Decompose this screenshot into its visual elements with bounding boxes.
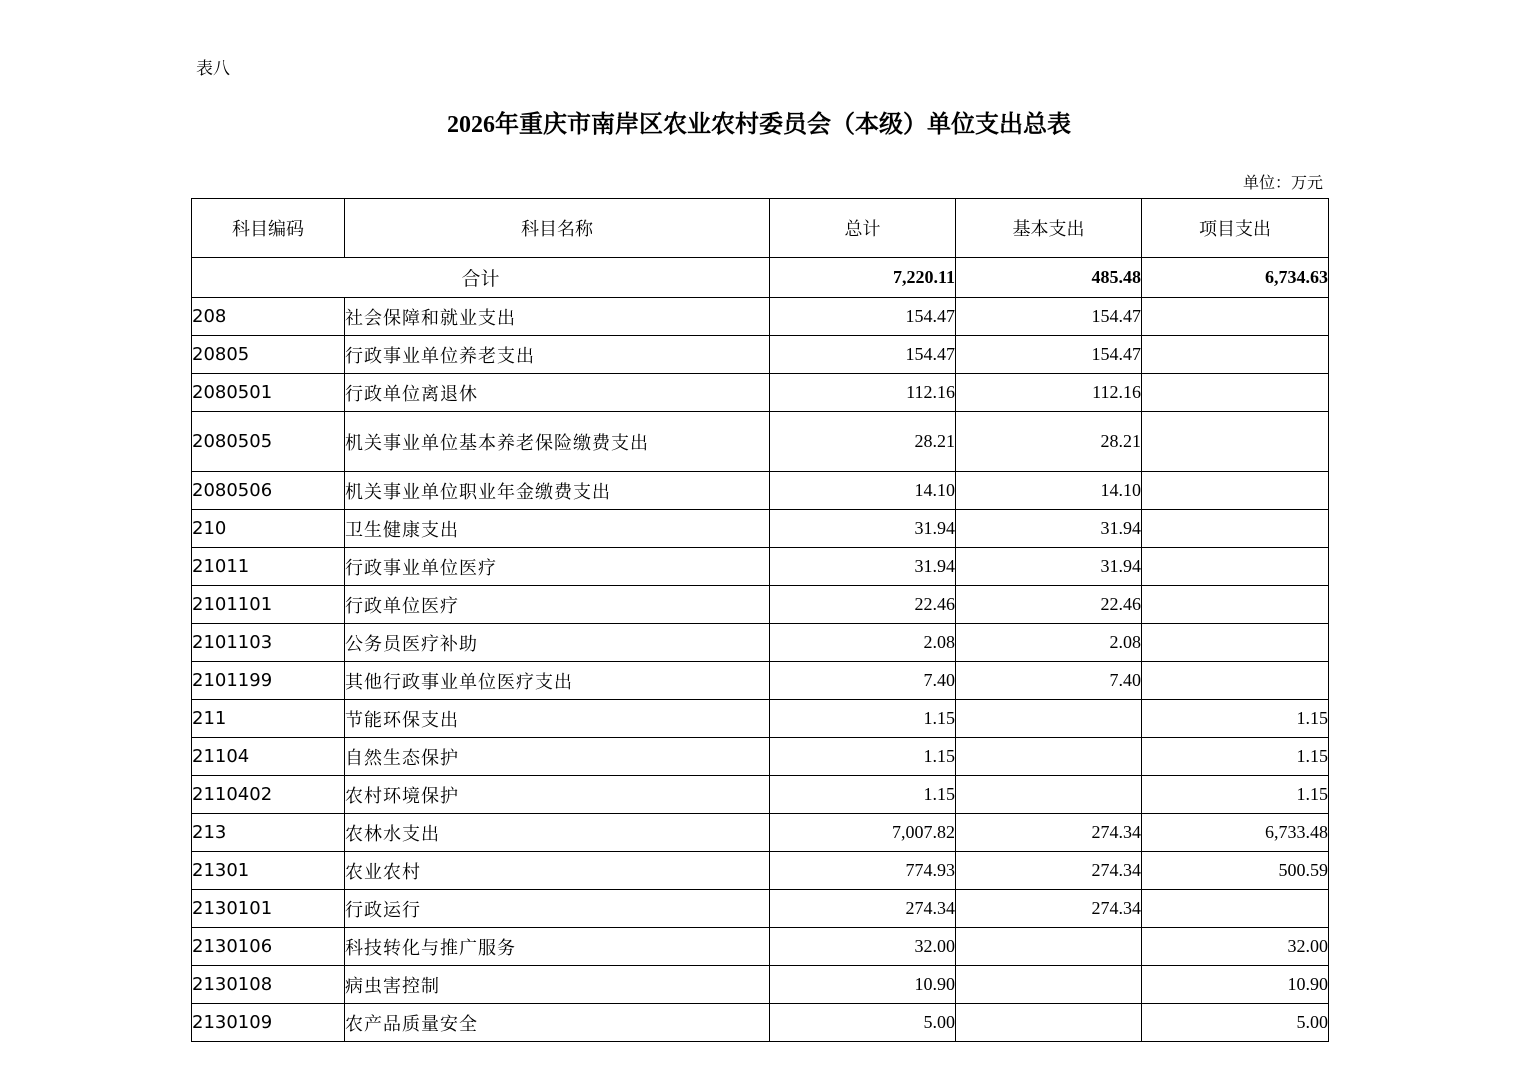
- row-name: 卫生健康支出: [345, 510, 770, 548]
- table-row: [192, 374, 1329, 412]
- row-total: 1.15: [770, 738, 956, 776]
- row-total: 22.46: [770, 586, 956, 624]
- table-row: [192, 662, 1329, 700]
- row-code: 208: [192, 298, 345, 336]
- row-total: 31.94: [770, 548, 956, 586]
- row-total: 7.40: [770, 662, 956, 700]
- table-row: [192, 336, 1329, 374]
- row-basic: [956, 700, 1142, 738]
- row-name: 病虫害控制: [345, 966, 770, 1004]
- row-basic: 112.16: [956, 374, 1142, 412]
- unit-label: 单位：万元: [1242, 173, 1323, 192]
- row-name: 自然生态保护: [345, 738, 770, 776]
- row-total: 774.93: [770, 852, 956, 890]
- row-project: 6,733.48: [1142, 814, 1329, 852]
- row-project: [1142, 548, 1329, 586]
- row-code: 2080501: [192, 374, 345, 412]
- row-code: 21011: [192, 548, 345, 586]
- row-basic: [956, 966, 1142, 1004]
- table-row: [192, 966, 1329, 1004]
- row-basic: 154.47: [956, 298, 1142, 336]
- page-title: 2026年重庆市南岸区农业农村委员会（本级）单位支出总表: [447, 112, 1071, 138]
- row-code: 20805: [192, 336, 345, 374]
- row-code: 2130101: [192, 890, 345, 928]
- row-name: 农产品质量安全: [345, 1004, 770, 1042]
- table-row: [192, 700, 1329, 738]
- table-row: [192, 586, 1329, 624]
- row-project: [1142, 412, 1329, 472]
- row-project: [1142, 336, 1329, 374]
- row-total: 28.21: [770, 412, 956, 472]
- row-basic: [956, 1004, 1142, 1042]
- total-row: [192, 258, 1329, 298]
- row-project: 32.00: [1142, 928, 1329, 966]
- row-code: 2130108: [192, 966, 345, 1004]
- table-row: [192, 548, 1329, 586]
- row-project: 5.00: [1142, 1004, 1329, 1042]
- row-project: [1142, 624, 1329, 662]
- row-name: 科技转化与推广服务: [345, 928, 770, 966]
- row-basic: 22.46: [956, 586, 1142, 624]
- row-name: 机关事业单位职业年金缴费支出: [345, 472, 770, 510]
- row-basic: [956, 928, 1142, 966]
- row-basic: [956, 738, 1142, 776]
- row-basic: 31.94: [956, 548, 1142, 586]
- row-project: [1142, 298, 1329, 336]
- row-code: 210: [192, 510, 345, 548]
- row-basic: 154.47: [956, 336, 1142, 374]
- row-project: 1.15: [1142, 738, 1329, 776]
- row-name: 农村环境保护: [345, 776, 770, 814]
- document-label: 表八: [196, 59, 230, 79]
- row-project: 1.15: [1142, 700, 1329, 738]
- row-project: [1142, 472, 1329, 510]
- table-row: [192, 412, 1329, 472]
- row-project: 10.90: [1142, 966, 1329, 1004]
- row-name: 其他行政事业单位医疗支出: [345, 662, 770, 700]
- table-row: [192, 472, 1329, 510]
- row-basic: 274.34: [956, 814, 1142, 852]
- row-code: 2080505: [192, 412, 345, 472]
- table-row: [192, 890, 1329, 928]
- row-code: 211: [192, 700, 345, 738]
- row-project: [1142, 374, 1329, 412]
- row-name: 公务员医疗补助: [345, 624, 770, 662]
- row-total: 5.00: [770, 1004, 956, 1042]
- row-name: 行政单位离退休: [345, 374, 770, 412]
- table-row: [192, 510, 1329, 548]
- row-total: 154.47: [770, 298, 956, 336]
- row-name: 行政事业单位养老支出: [345, 336, 770, 374]
- row-total: 112.16: [770, 374, 956, 412]
- header-project: 项目支出: [1142, 199, 1329, 258]
- row-total: 274.34: [770, 890, 956, 928]
- row-basic: 31.94: [956, 510, 1142, 548]
- total-basic: 485.48: [956, 258, 1142, 298]
- row-code: 2110402: [192, 776, 345, 814]
- expenditure-table: [191, 198, 1329, 1042]
- row-name: 节能环保支出: [345, 700, 770, 738]
- row-project: [1142, 890, 1329, 928]
- header-basic: 基本支出: [956, 199, 1142, 258]
- header-code: 科目编码: [192, 199, 345, 258]
- table-row: [192, 928, 1329, 966]
- table-row: [192, 814, 1329, 852]
- row-project: [1142, 510, 1329, 548]
- table-row: [192, 738, 1329, 776]
- row-total: 154.47: [770, 336, 956, 374]
- table-row: [192, 776, 1329, 814]
- row-basic: 274.34: [956, 852, 1142, 890]
- row-code: 2130109: [192, 1004, 345, 1042]
- row-total: 31.94: [770, 510, 956, 548]
- row-total: 7,007.82: [770, 814, 956, 852]
- header-total: 总计: [770, 199, 956, 258]
- row-name: 社会保障和就业支出: [345, 298, 770, 336]
- row-name: 行政事业单位医疗: [345, 548, 770, 586]
- row-code: 213: [192, 814, 345, 852]
- row-code: 2080506: [192, 472, 345, 510]
- row-project: 1.15: [1142, 776, 1329, 814]
- row-basic: 7.40: [956, 662, 1142, 700]
- table-row: [192, 298, 1329, 336]
- table-body: [192, 258, 1329, 1042]
- row-name: 机关事业单位基本养老保险缴费支出: [345, 412, 770, 472]
- table-row: [192, 852, 1329, 890]
- row-code: 2101103: [192, 624, 345, 662]
- row-project: [1142, 586, 1329, 624]
- row-total: 1.15: [770, 700, 956, 738]
- row-total: 2.08: [770, 624, 956, 662]
- row-project: [1142, 662, 1329, 700]
- row-total: 14.10: [770, 472, 956, 510]
- row-code: 2130106: [192, 928, 345, 966]
- row-total: 1.15: [770, 776, 956, 814]
- total-label: 合计: [192, 258, 770, 298]
- row-code: 21104: [192, 738, 345, 776]
- row-name: 农业农村: [345, 852, 770, 890]
- total-project: 6,734.63: [1142, 258, 1329, 298]
- row-total: 10.90: [770, 966, 956, 1004]
- total-total: 7,220.11: [770, 258, 956, 298]
- row-project: 500.59: [1142, 852, 1329, 890]
- row-code: 2101199: [192, 662, 345, 700]
- table-row: [192, 1004, 1329, 1042]
- table-header-row: [192, 199, 1329, 258]
- row-basic: 14.10: [956, 472, 1142, 510]
- row-basic: 274.34: [956, 890, 1142, 928]
- header-name: 科目名称: [345, 199, 770, 258]
- row-basic: 28.21: [956, 412, 1142, 472]
- row-basic: [956, 776, 1142, 814]
- table-row: [192, 624, 1329, 662]
- row-basic: 2.08: [956, 624, 1142, 662]
- row-name: 农林水支出: [345, 814, 770, 852]
- row-name: 行政运行: [345, 890, 770, 928]
- row-code: 2101101: [192, 586, 345, 624]
- row-total: 32.00: [770, 928, 956, 966]
- row-code: 21301: [192, 852, 345, 890]
- row-name: 行政单位医疗: [345, 586, 770, 624]
